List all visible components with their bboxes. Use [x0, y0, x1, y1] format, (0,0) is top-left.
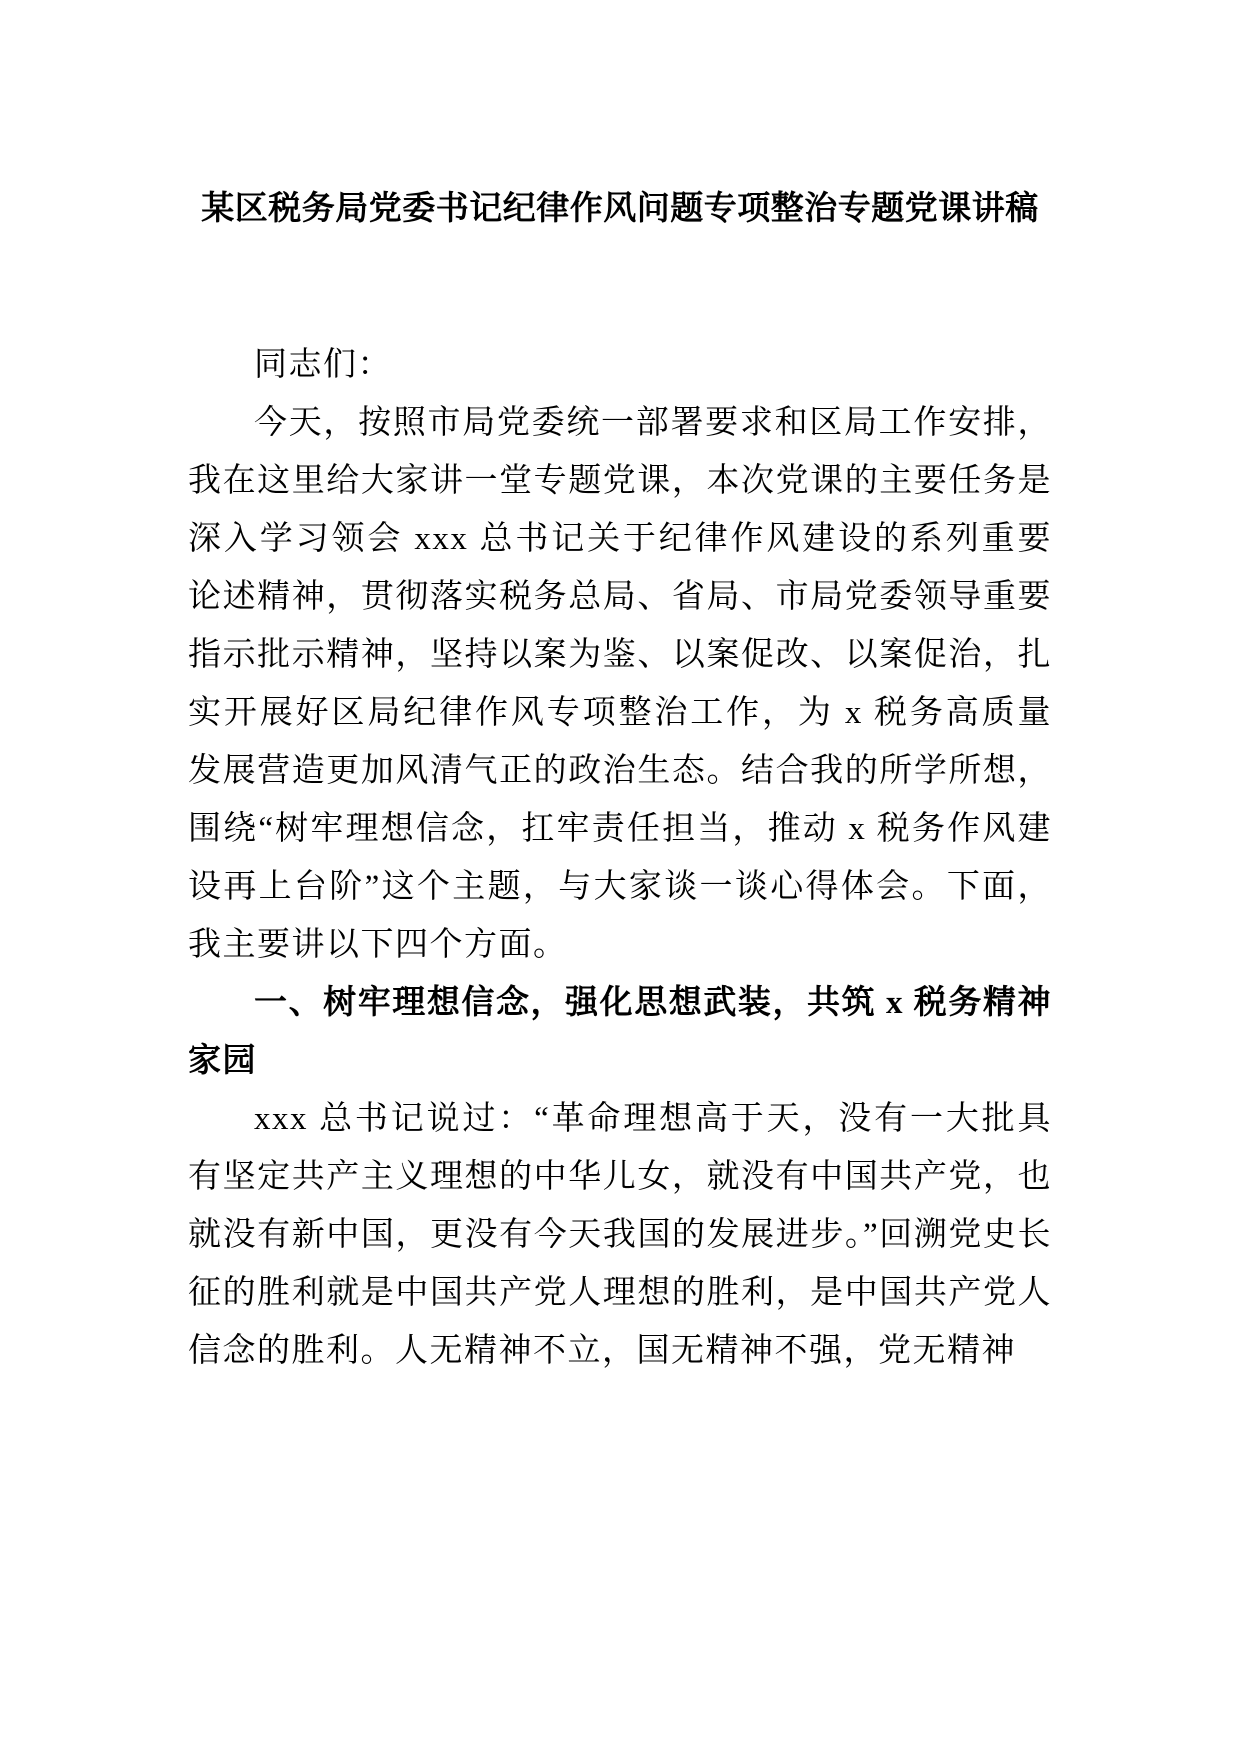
- paragraph-section1-body: xxx 总书记说过：“革命理想高于天，没有一大批具有坚定共产主义理想的中华儿女，就没有中国共产党，也就没有新中国，更没有今天我国的发展进步。”回溯党史长征的胜利就是中国共产党人理想的胜利，是中国共产党人信念的胜利。人无精神不立，国无精神不强，党无精神: [188, 1101, 1052, 1369]
- paragraph-salutation: 同志们：: [254, 347, 392, 383]
- paragraph-introduction: 今天，按照市局党委统一部署要求和区局工作安排，我在这里给大家讲一堂专题党课，本次党课的主要任务是深入学习领会 xxx 总书记关于纪律作风建设的系列重要论述精神，贯彻落实税务总局、省局、市局党委领导重要指示批示精神，坚持以案为鉴、以案促改、以案促治，扎实开展好区局纪律作风专项整治工作，为 x 税务高质量发展营造更加风清气正的政治生态。结合我的所学所想，围绕“树牢理想信念，扛牢责任担当，推动 x 税务作风建设再上台阶”这个主题，与大家谈一谈心得体会。下面，我主要讲以下四个方面。: [188, 405, 1052, 963]
- section-heading-1: 一、树牢理想信念，强化思想武装，共筑 x 税务精神家园: [188, 985, 1052, 1079]
- document-title: 某区税务局党委书记纪律作风问题专项整治专题党课讲稿: [201, 191, 1039, 227]
